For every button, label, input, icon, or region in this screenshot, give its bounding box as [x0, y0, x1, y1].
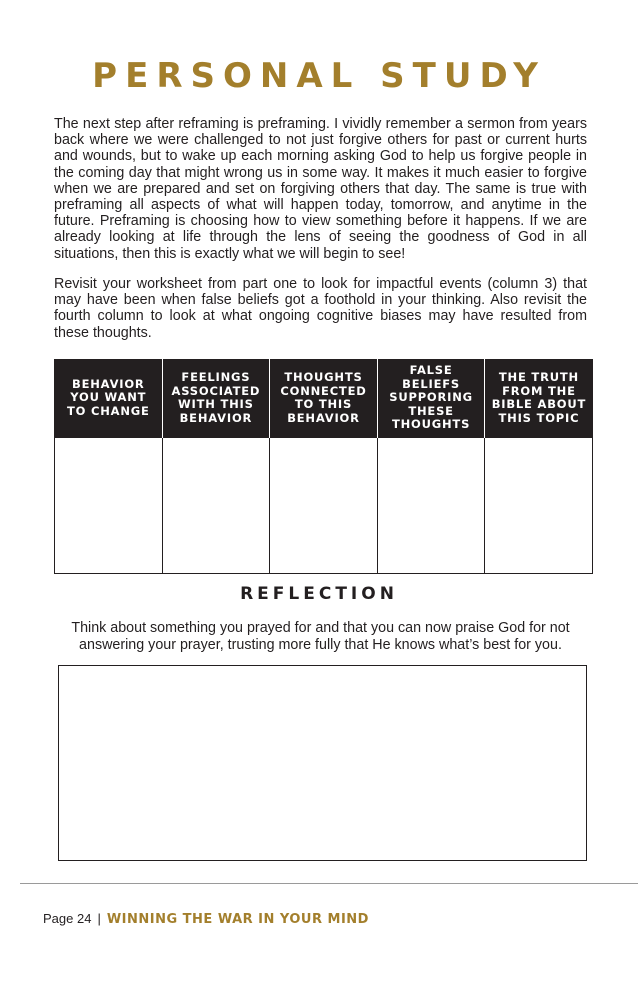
instruction-paragraph: Revisit your worksheet from part one to look for impactful events (column 3) that may have been when false beliefs got a foothold in your thinking. Also revisit the fourth column to look at what ongoing cognitive biases may have resulted from these thoughts. — [54, 276, 587, 341]
reflection-prompt: Think about something you prayed for and that you can now praise God for not answering your prayer, trusting more fully that He knows what’s best for you. — [71, 620, 570, 653]
entry-cell-thoughts[interactable] — [270, 438, 378, 574]
reflection-heading: REFLECTION — [240, 584, 398, 604]
entry-cell-false-beliefs[interactable] — [377, 438, 485, 574]
reflection-answer-box[interactable] — [58, 665, 587, 861]
column-header-false-beliefs: FALSE BELIEFS SUPPORING THESE THOUGHTS — [377, 359, 485, 438]
worksheet-header-row — [55, 359, 593, 438]
worksheet-entry-row — [55, 438, 593, 574]
footer-separator: | — [97, 911, 101, 926]
column-header-thoughts: THOUGHTS CONNECTED TO THIS BEHAVIOR — [270, 359, 378, 438]
page-title: PERSONAL STUDY — [92, 56, 546, 96]
intro-paragraph: The next step after reframing is preframing. I vividly remember a sermon from years back where we were challenged to not just forgive others for past or current hurts and wounds, but to wake up each morning asking God to help us forgive people in the coming day that might wrong us in some way. It makes it much easier to forgive when we are prepared and set on forgiving others that day. The same is true with preframing all aspects of what will happen today, tomorrow, and anytime in the future. Preframing is choosing how to view something before it happens. If we are already looking at life through the lens of seeing the goodness of God in all situations, then this is exactly what we will begin to see! — [54, 116, 587, 262]
entry-cell-bible-truth[interactable] — [485, 438, 593, 574]
page-footer — [43, 911, 369, 927]
entry-cell-behavior[interactable] — [55, 438, 163, 574]
study-worksheet-table — [54, 359, 593, 574]
entry-cell-feelings[interactable] — [162, 438, 270, 574]
column-header-bible-truth: THE TRUTH FROM THE BIBLE ABOUT THIS TOPIC — [485, 359, 593, 438]
column-header-behavior: BEHAVIOR YOU WANT TO CHANGE — [55, 359, 163, 438]
book-title: WINNING THE WAR IN YOUR MIND — [106, 912, 369, 927]
footer-divider — [20, 883, 638, 884]
page-number: Page 24 — [43, 911, 92, 926]
column-header-feelings: FEELINGS ASSOCIATED WITH THIS BEHAVIOR — [162, 359, 270, 438]
